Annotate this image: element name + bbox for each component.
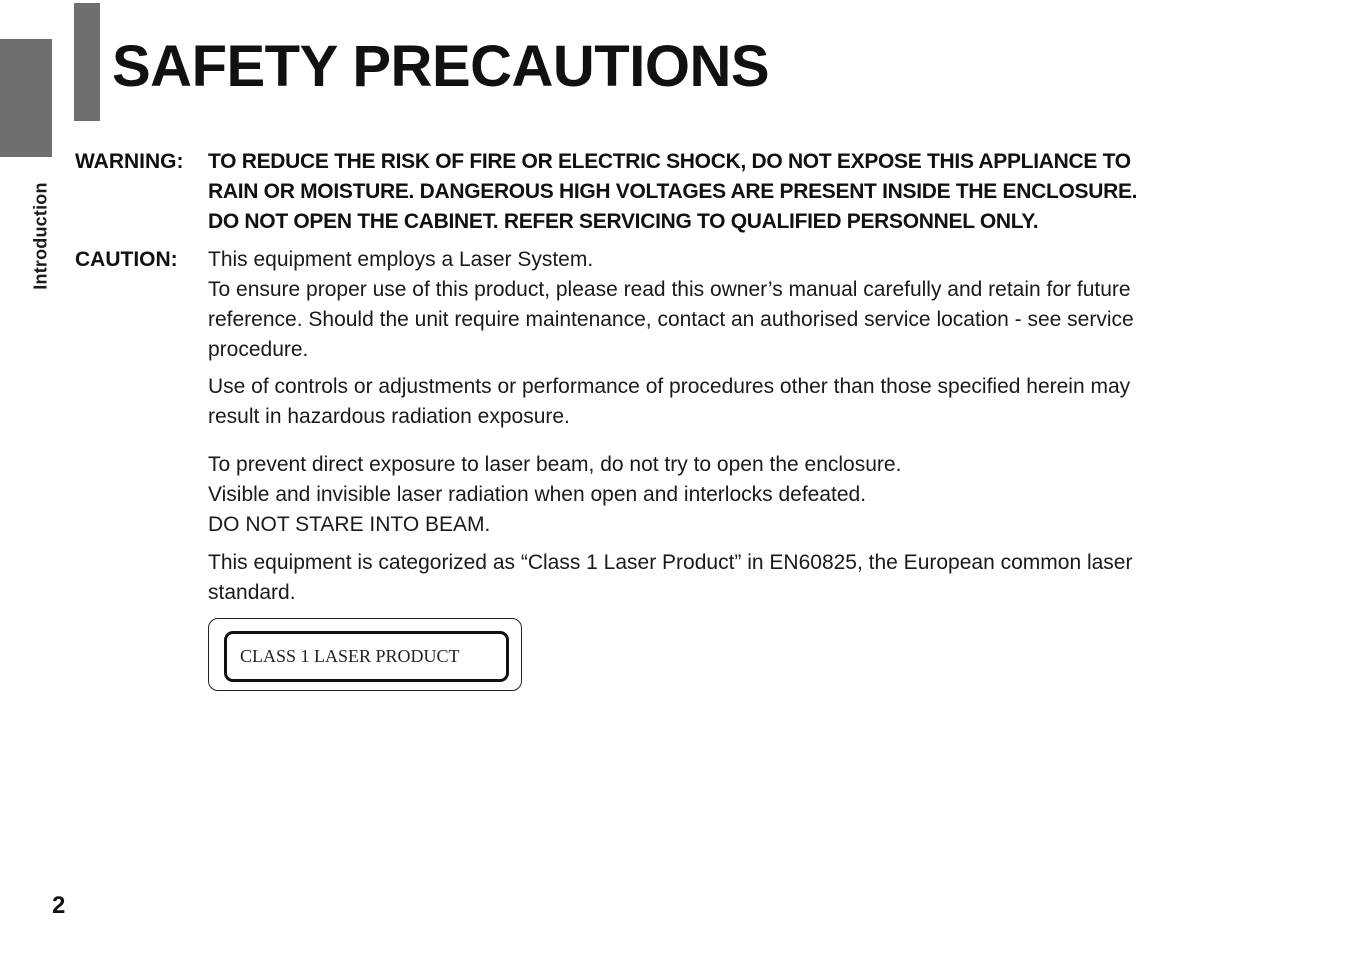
caution-line: DO NOT STARE INTO BEAM. [208,513,491,536]
section-label: Introduction [30,182,51,290]
caution-line: Visible and invisible laser radiation when open and interlocks defeated. [208,483,867,506]
caution-line: standard. [208,581,296,604]
caution-label: CAUTION: [75,248,178,271]
page-number: 2 [52,892,66,919]
warning-label: WARNING: [75,150,184,173]
warning-line: RAIN OR MOISTURE. DANGEROUS HIGH VOLTAGES ARE PRESENT INSIDE THE ENCLOSURE. [208,180,1138,203]
caution-line: This equipment is categorized as “Class 1 Laser Product” in EN60825, the European common laser [208,551,1133,574]
caution-paragraph-class [208,548,1288,608]
caution-line: procedure. [208,338,309,361]
caution-line: result in hazardous radiation exposure. [208,405,570,428]
caution-line: This equipment employs a Laser System. [208,248,594,271]
section-tab [0,39,52,157]
warning-text [208,147,1288,237]
laser-product-text: CLASS 1 LASER PRODUCT [240,646,460,666]
caution-line: To ensure proper use of this product, please read this owner’s manual carefully and retain for future [208,278,1131,301]
warning-line: DO NOT OPEN THE CABINET. REFER SERVICING TO QUALIFIED PERSONNEL ONLY. [208,210,1039,233]
laser-product-label [208,618,522,691]
caution-paragraph-laser-system [208,245,1288,365]
laser-product-label-inner [224,631,509,682]
page-title: SAFETY PRECAUTIONS [112,34,770,99]
warning-line: TO REDUCE THE RISK OF FIRE OR ELECTRIC SHOCK, DO NOT EXPOSE THIS APPLIANCE TO [208,150,1131,173]
caution-line: reference. Should the unit require maintenance, contact an authorised service location - see service [208,308,1134,331]
caution-line: To prevent direct exposure to laser beam, do not try to open the enclosure. [208,453,902,476]
caution-paragraph-exposure [208,450,1288,540]
caution-line: Use of controls or adjustments or performance of procedures other than those specified herein may [208,375,1131,398]
title-accent-bar [74,3,100,121]
caution-paragraph-controls [208,372,1288,432]
